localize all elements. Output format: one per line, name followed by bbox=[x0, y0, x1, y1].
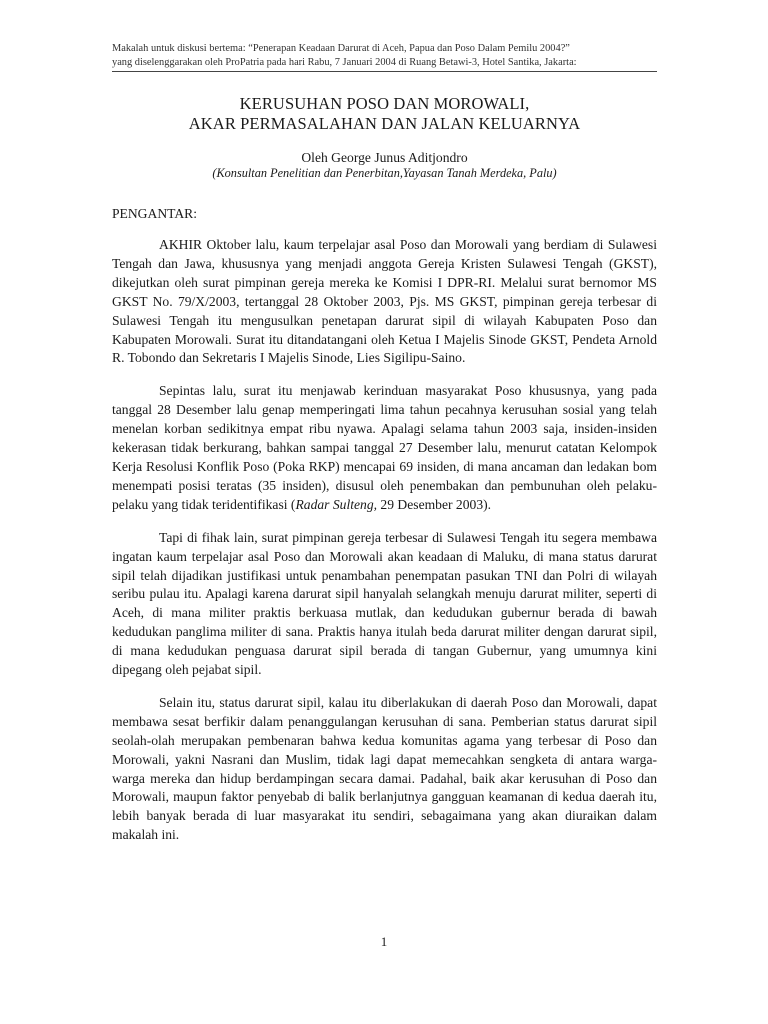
citation-source: Radar Sulteng, bbox=[295, 496, 378, 512]
section-heading: PENGANTAR: bbox=[112, 206, 198, 221]
running-header bbox=[112, 42, 657, 70]
paragraph-2-text: Sepintas lalu, surat itu menjawab kerinduan masyarakat Poso khususnya, yang pada tanggal 28 Desember lalu genap memperingati lima tahun pecahnya kerusuhan sosial yang telah menelan korban sedikitnya empat ribu nyawa. Apalagi selama tahun 2003 saja, insiden-insiden kekerasan tidak berkurang, bahkan sampai tanggal 27 Desember lalu, menurut catatan Kelompok Kerja Resolusi Konflik Poso (Poka RKP) mencapai 69 insiden, di mana ancaman dan ledakan bom menempati posisi teratas (35 insiden), disusul oleh penembakan dan pembunuhan oleh pelaku-pelaku yang tidak teridentifikasi ( bbox=[112, 383, 657, 512]
author-byline: Oleh George Junus Aditjondro bbox=[301, 150, 468, 165]
header-divider bbox=[112, 71, 657, 72]
paragraph-2 bbox=[112, 382, 657, 514]
paragraph-2-end: 29 Desember 2003). bbox=[377, 496, 492, 512]
title-line-2: AKAR PERMASALAHAN DAN JALAN KELUARNYA bbox=[188, 114, 581, 133]
paragraph-3: Tapi di fihak lain, surat pimpinan gereja terbesar di Sulawesi Tengah itu segera membawa ingatan kaum terpelajar asal Poso dan Morowali akan keadaan di Maluku, di mana status darurat sipil telah dijadikan justifikasi untuk penambahan penempatan pasukan TNI dan Polri di wilayah seribu pulau itu. Apalagi karena darurat sipil hanyalah selangkah menuju darurat militer, seperti di Aceh, di mana militer praktis berkuasa mutlak, dan kedudukan gubernur berada di bawah kedudukan panglima militer di sana. Praktis hanya itulah beda darurat militer dengan darurat sipil, di mana kedudukan penguasa darurat sipil berada di tangan Gubernur, yang umumnya kini dipegang oleh pejabat sipil. bbox=[112, 529, 657, 678]
header-line-1: Makalah untuk diskusi bertema: “Penerapan Keadaan Darurat di Aceh, Papua dan Poso Dalam Pemilu 2004?” bbox=[112, 43, 570, 54]
paragraph-4: Selain itu, status darurat sipil, kalau itu diberlakukan di daerah Poso dan Morowali, dapat membawa sesat berfikir dalam penanggulangan kerusuhan di sana. Pemberian status darurat sipil seolah-olah merupakan pembenaran bahwa kedua komunitas agama yang terbesar di Poso dan Morowali, yakni Nasrani dan Muslim, tidak lagi dapat memecahkan sengketa di antara warga-warga mereka dan hidup berdampingan secara damai. Padahal, baik akar kerusuhan di Poso dan Morowali, maupun faktor penyebab di balik berlanjutnya gangguan keamanan di kedua daerah itu, lebih banyak berada di luar masyarakat itu sendiri, sebagaimana yang akan diuraikan dalam makalah ini. bbox=[112, 694, 657, 843]
title-line-1: KERUSUHAN POSO DAN MOROWALI, bbox=[239, 94, 530, 113]
page-number: 1 bbox=[380, 934, 388, 949]
paragraph-1: AKHIR Oktober lalu, kaum terpelajar asal Poso dan Morowali yang berdiam di Sulawesi Tengah dan Jawa, khususnya yang menjadi anggota Gereja Kristen Sulawesi Tengah (GKST), dikejutkan oleh surat pimpinan gereja mereka ke Komisi I DPR-RI. Melalui surat bernomor MS GKST No. 79/X/2003, tertanggal 28 Oktober 2003, Pjs. MS GKST, pimpinan gereja terbesar di Sulawesi Tengah itu mengusulkan penetapan darurat sipil di wilayah Kabupaten Poso dan Kabupaten Morowali. Surat itu ditandatangani oleh Ketua I Majelis Sinode GKST, Pendeta Arnold R. Tobondo dan Sekretaris I Majelis Sinode, Lies Sigilipu-Saino. bbox=[112, 237, 657, 366]
body-text bbox=[112, 236, 657, 859]
document-title bbox=[112, 94, 657, 134]
author-affiliation: (Konsultan Penelitian dan Penerbitan,Yayasan Tanah Merdeka, Palu) bbox=[212, 166, 557, 180]
header-line-2: yang diselenggarakan oleh ProPatria pada hari Rabu, 7 Januari 2004 di Ruang Betawi-3, Hotel Santika, Jakarta: bbox=[112, 57, 577, 68]
